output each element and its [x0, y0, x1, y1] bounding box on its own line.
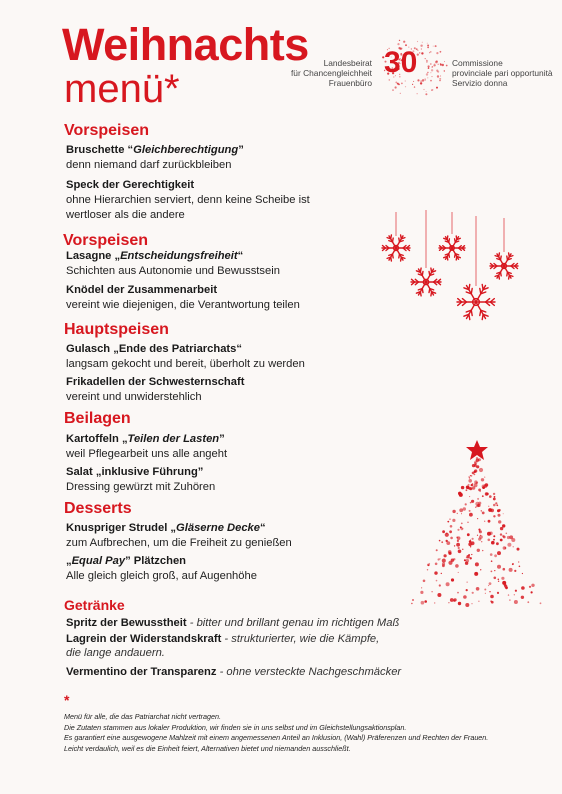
christmas-tree-icon	[400, 436, 550, 611]
org-line: provinciale pari opportunità	[452, 68, 553, 78]
section-title: Getränke	[64, 597, 125, 613]
footnote	[64, 712, 488, 754]
footnote-line: Es garantiert eine ausgewogene Mahlzeit mit einem angemessenen Anteil an Inklusion, (Wahl) Präferenzen und Rechten der Frauen.	[64, 733, 489, 743]
dish-name: „Equal Pay” Plätzchen	[66, 555, 187, 567]
dish-name: Kartoffeln „Teilen der Lasten”	[66, 433, 225, 445]
dish-description: Schichten aus Autonomie und Bewusstsein	[66, 265, 280, 277]
dish-name: Knödel der Zusammenarbeit	[66, 284, 218, 296]
footnote-line: Menü für alle, die das Patriarchat nicht vertragen.	[64, 712, 222, 721]
org-name-german	[262, 58, 372, 88]
drink-item-continued: die lange andauern.	[66, 647, 165, 659]
footnote-star: *	[64, 692, 70, 708]
org-line: Commissione	[452, 58, 503, 68]
dish-description: ohne Hierarchien serviert, denn keine Scheibe ist	[66, 194, 310, 206]
logo-number: 30	[384, 46, 418, 79]
drink-item: Vermentino der Transparenz - ohne versteckte Nachgeschmäcker	[66, 666, 402, 678]
dish-name: Knuspriger Strudel „Gläserne Decke“	[66, 522, 266, 534]
drink-item: Spritz der Bewusstheit - bitter und brillant genau im richtigen Maß	[66, 617, 400, 629]
drink-item: Lagrein der Widerstandskraft - strukturierter, wie die Kämpfe,	[66, 633, 380, 645]
section-title: Beilagen	[64, 410, 131, 427]
dish-description: vereint und unwiderstehlich	[66, 391, 202, 403]
dish-description: denn niemand darf zurückbleiben	[66, 159, 232, 171]
org-line: für Chancengleichheit	[290, 68, 372, 78]
footnote-line: Leicht verdaulich, weil es die Einheit feiert, Alternativen bietet und niemanden ausschließt.	[64, 743, 351, 753]
dish-description: vereint wie diejenigen, die Verantwortung teilen	[66, 299, 300, 311]
dish-name: Gulasch „Ende des Patriarchats“	[66, 343, 242, 355]
dish-name: Frikadellen der Schwesternschaft	[66, 376, 245, 388]
org-line: Servizio donna	[452, 78, 508, 88]
dish-description: weil Pflegearbeit uns alle angeht	[66, 448, 228, 460]
org-line: Landesbeirat	[323, 58, 372, 68]
tree-dots	[411, 457, 541, 607]
dish-name: Lasagne „Entscheidungsfreiheit“	[66, 250, 244, 262]
org-line: Frauenbüro	[328, 78, 372, 88]
dish-description: Alle gleich gleich groß, auf Augenhöhe	[66, 570, 257, 582]
snowflake-ornaments	[372, 206, 532, 326]
dish-name: Salat „inklusive Führung”	[66, 466, 204, 478]
section-title: Vorspeisen	[64, 122, 150, 139]
dish-description: wertloser als die andere	[66, 209, 185, 221]
section-title: Desserts	[64, 500, 132, 517]
dish-description: Dressing gewürzt mit Zuhören	[66, 481, 216, 493]
dish-name: Speck der Gerechtigkeit	[66, 179, 195, 191]
org-name-italian	[452, 58, 562, 88]
dish-description: zum Aufbrechen, um die Freiheit zu genießen	[66, 537, 292, 549]
section-title: Hauptspeisen	[64, 321, 169, 338]
anniversary-logo	[374, 34, 450, 100]
dish-name: Bruschette “Gleichberechtigung”	[66, 144, 244, 156]
section-title: Vorspeisen	[63, 232, 149, 249]
dish-description: langsam gekocht und bereit, überholt zu werden	[66, 358, 305, 370]
footnote-line: Die Zutaten stammen aus lokaler Produktion, wir finden sie in uns selbst und im Gleichstellungsaktionsplan.	[64, 722, 407, 732]
page-title: Weihnachts	[62, 19, 309, 70]
page-subtitle: menü*	[64, 67, 180, 111]
snowflake-icons	[382, 235, 518, 320]
